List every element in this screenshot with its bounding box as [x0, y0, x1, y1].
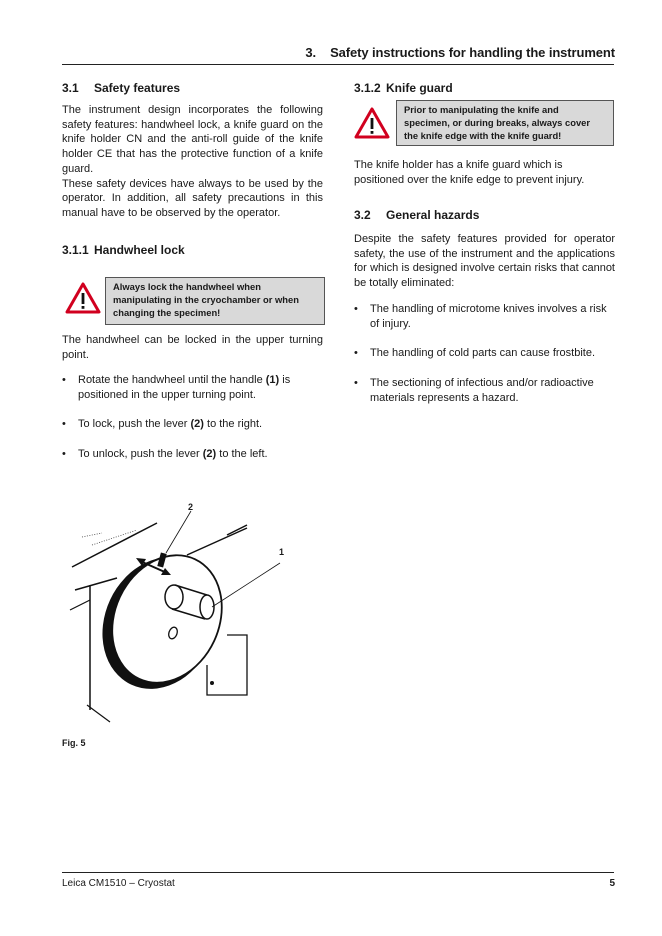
warning-text: Prior to manipulating the knife and specimen, or during breaks, always cover the knife edge with the knife guard! — [404, 104, 591, 141]
warning-triangle-icon — [354, 107, 390, 139]
warning-box-knife-guard — [396, 100, 614, 146]
chapter-title: Safety instructions for handling the instrument — [330, 45, 615, 60]
paragraph: The instrument design incorporates the following safety features: handwheel lock, a knife guard on the knife holder CN and the anti-roll guide of the knife holder CE that has the protective function of a knife guard. — [62, 104, 323, 175]
list-item: • The handling of microtome knives involves a risk of injury. — [354, 303, 607, 330]
bullet-dot-icon: • — [354, 303, 358, 315]
list-item: • The sectioning of infectious and/or radioactive materials represents a hazard. — [354, 377, 594, 404]
page-number: 5 — [609, 878, 615, 889]
list-item: • To lock, push the lever (2) to the right. — [62, 418, 263, 430]
handwheel-figure — [62, 495, 302, 730]
section-heading-3-1: 3.1 Safety features — [62, 81, 181, 95]
bullet-dot-icon: • — [354, 377, 358, 389]
paragraph: These safety devices have always to be used by the operator. In addition, all safety precautions in this manual have to be observed by the operator. — [62, 177, 323, 219]
footer-product: Leica CM1510 – Cryostat — [62, 878, 175, 889]
warning-box-handwheel — [105, 277, 325, 325]
figure-caption: Fig. 5 — [62, 738, 86, 748]
chapter-number: 3. — [305, 45, 317, 60]
list-item: • To unlock, push the lever (2) to the left. — [62, 448, 268, 460]
section-heading-3-1-2: 3.1.2 Knife guard — [354, 81, 453, 95]
bullet-dot-icon: • — [62, 448, 66, 460]
callout-2: 2 — [188, 502, 194, 512]
handwheel-intro: The handwheel can be locked in the upper turning point. — [62, 334, 323, 361]
header-rule — [62, 64, 614, 65]
safety-features-text — [62, 103, 323, 221]
callout-1: 1 — [279, 547, 285, 557]
bullet-dot-icon: • — [354, 347, 358, 359]
warning-text: Always lock the handwheel when manipulating in the cryochamber or when changing the specimen! — [113, 281, 299, 318]
bullet-dot-icon: • — [62, 374, 66, 386]
list-item: • Rotate the handwheel until the handle (1) is positioned in the upper turning point. — [62, 374, 291, 401]
footer-rule — [62, 872, 614, 873]
warning-triangle-icon — [65, 282, 101, 314]
section-heading-3-1-1: 3.1.1 Handwheel lock — [62, 243, 185, 257]
knife-guard-text: The knife holder has a knife guard which is positioned over the knife edge to prevent injury. — [354, 159, 585, 186]
bullet-dot-icon: • — [62, 418, 66, 430]
list-item: • The handling of cold parts can cause frostbite. — [354, 347, 596, 359]
general-hazards-text: Despite the safety features provided for operator safety, the use of the instrument and the applications for which is designed involve certain risks that cannot be totally eliminated: — [354, 233, 615, 290]
section-heading-3-2: 3.2 General hazards — [354, 208, 480, 222]
chapter-header — [305, 45, 615, 60]
